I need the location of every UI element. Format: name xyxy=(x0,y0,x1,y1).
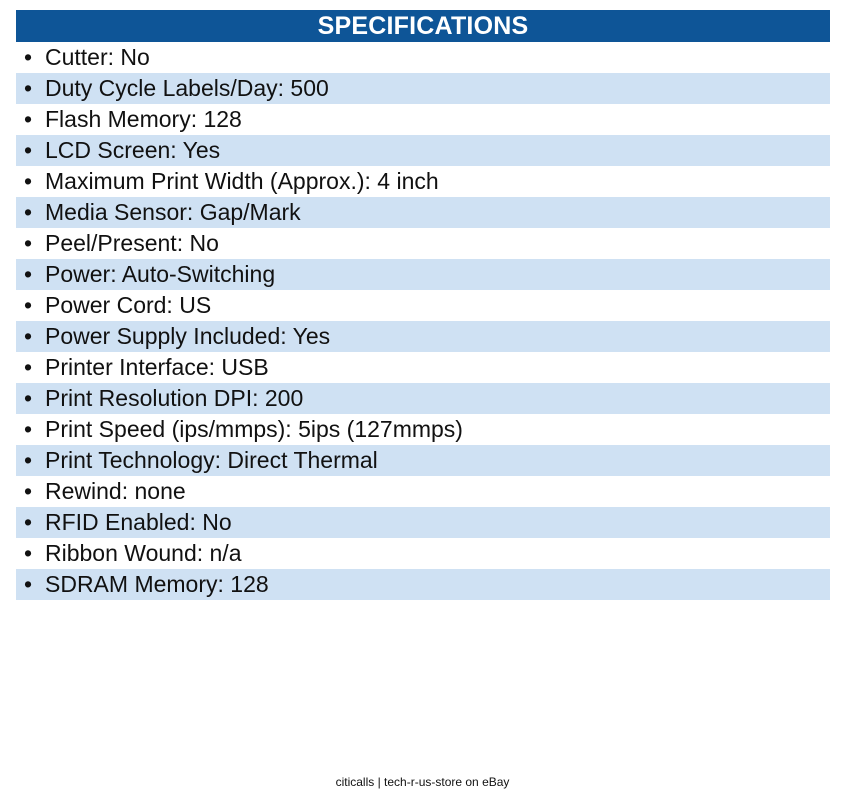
spec-text: Peel/Present: No xyxy=(45,230,219,256)
spec-text: LCD Screen: Yes xyxy=(45,137,221,163)
specifications-list xyxy=(16,42,830,600)
spec-text: Power Cord: US xyxy=(45,292,212,318)
bullet-icon: • xyxy=(24,261,33,287)
spec-item xyxy=(16,507,830,538)
bullet-icon: • xyxy=(24,75,33,101)
bullet-icon: • xyxy=(24,137,33,163)
spec-text: Cutter: No xyxy=(45,44,150,70)
spec-item xyxy=(16,445,830,476)
spec-item xyxy=(16,569,830,600)
bullet-icon: • xyxy=(24,571,33,597)
spec-text: SDRAM Memory: 128 xyxy=(45,571,269,597)
bullet-icon: • xyxy=(24,416,33,442)
bullet-icon: • xyxy=(24,168,33,194)
spec-text: Print Resolution DPI: 200 xyxy=(45,385,304,411)
spec-item xyxy=(16,73,830,104)
spec-text: RFID Enabled: No xyxy=(45,509,232,535)
spec-text: Print Speed (ips/mmps): 5ips (127mmps) xyxy=(45,416,463,442)
spec-text: Power Supply Included: Yes xyxy=(45,323,331,349)
spec-item xyxy=(16,42,830,73)
bullet-icon: • xyxy=(24,354,33,380)
bullet-icon: • xyxy=(24,385,33,411)
bullet-icon: • xyxy=(24,292,33,318)
footer-credit: citicalls | tech-r-us-store on eBay xyxy=(335,775,510,789)
spec-text: Ribbon Wound: n/a xyxy=(45,540,242,566)
bullet-icon: • xyxy=(24,478,33,504)
spec-item xyxy=(16,228,830,259)
specifications-header: SPECIFICATIONS xyxy=(16,10,830,42)
bullet-icon: • xyxy=(24,447,33,473)
bullet-icon: • xyxy=(24,106,33,132)
spec-text: Power: Auto-Switching xyxy=(45,261,276,287)
spec-item xyxy=(16,135,830,166)
spec-item xyxy=(16,383,830,414)
spec-text: Flash Memory: 128 xyxy=(45,106,242,132)
bullet-icon: • xyxy=(24,230,33,256)
spec-item xyxy=(16,321,830,352)
spec-text: Print Technology: Direct Thermal xyxy=(45,447,378,473)
spec-item xyxy=(16,259,830,290)
spec-item xyxy=(16,538,830,569)
spec-text: Rewind: none xyxy=(45,478,186,504)
spec-text: Printer Interface: USB xyxy=(45,354,269,380)
bullet-icon: • xyxy=(24,44,33,70)
spec-item xyxy=(16,476,830,507)
spec-text: Media Sensor: Gap/Mark xyxy=(45,199,301,225)
spec-item xyxy=(16,352,830,383)
specifications-panel xyxy=(16,10,830,600)
bullet-icon: • xyxy=(24,323,33,349)
spec-text: Duty Cycle Labels/Day: 500 xyxy=(45,75,329,101)
bullet-icon: • xyxy=(24,509,33,535)
spec-item xyxy=(16,104,830,135)
spec-item xyxy=(16,414,830,445)
bullet-icon: • xyxy=(24,199,33,225)
bullet-icon: • xyxy=(24,540,33,566)
spec-text: Maximum Print Width (Approx.): 4 inch xyxy=(45,168,439,194)
spec-item xyxy=(16,290,830,321)
spec-item xyxy=(16,166,830,197)
spec-item xyxy=(16,197,830,228)
